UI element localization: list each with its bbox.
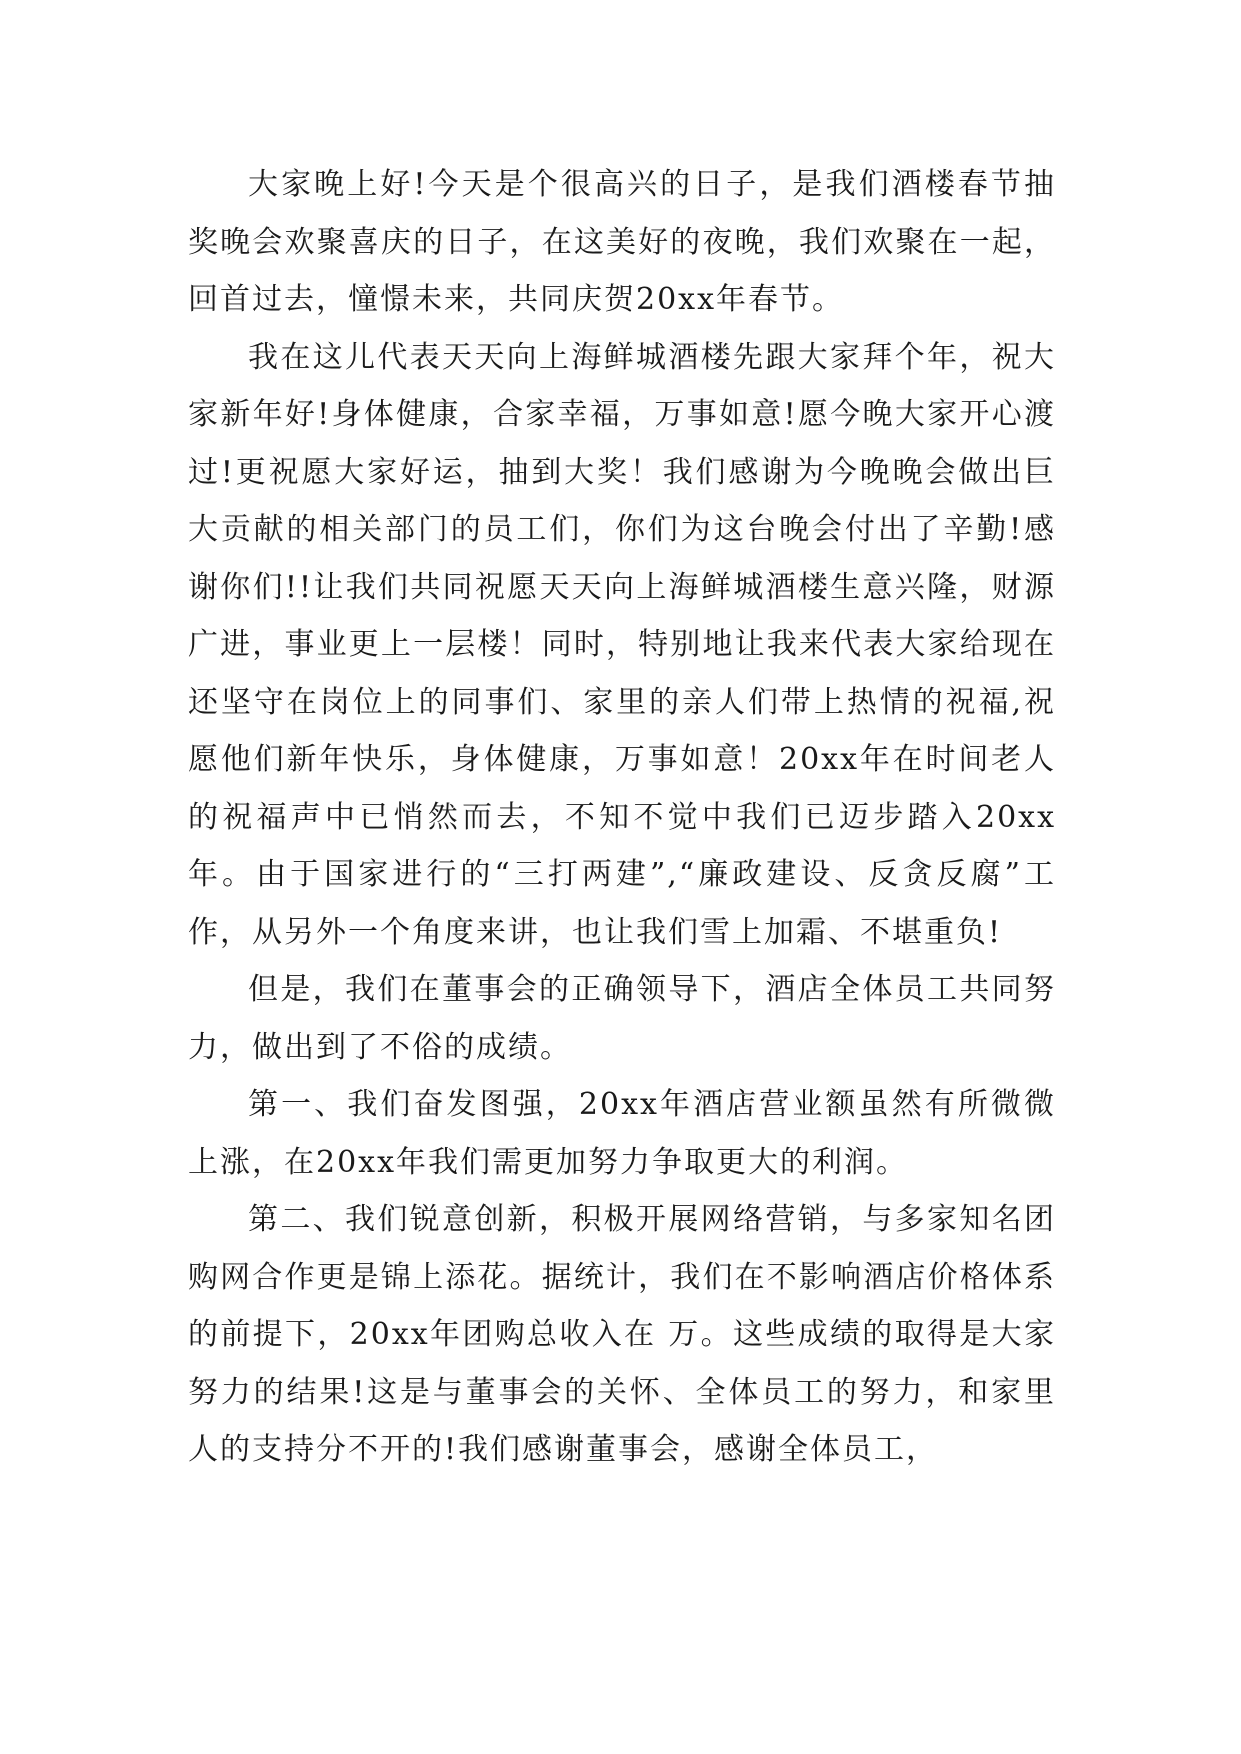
paragraph-greeting: 大家晚上好!今天是个很高兴的日子，是我们酒楼春节抽奖晚会欢聚喜庆的日子，在这美好的夜晚，我们欢聚在一起，回首过去，憧憬未来，共同庆贺20xx年春节。 — [188, 167, 1056, 317]
paragraph-achievements-intro: 但是，我们在董事会的正确领导下，酒店全体员工共同努力，做出到了不俗的成绩。 — [188, 972, 1056, 1065]
paragraph-point-two: 第二、我们锐意创新，积极开展网络营销，与多家知名团购网合作更是锦上添花。据统计，我们在不影响酒店价格体系的前提下，20xx年团购总收入在 万。这些成绩的取得是大家努力的结果!这是与董事会的关怀、全体员工的努力，和家里人的支持分不开的!我们感谢董事会，感谢全体员工， — [188, 1202, 1056, 1467]
document-body — [188, 156, 1056, 1479]
paragraph-point-one: 第一、我们奋发图强，20xx年酒店营业额虽然有所微微上涨，在20xx年我们需更加努力争取更大的利润。 — [188, 1087, 1056, 1180]
paragraph-blessings: 我在这儿代表天天向上海鲜城酒楼先跟大家拜个年，祝大家新年好!身体健康，合家幸福，万事如意!愿今晚大家开心渡过!更祝愿大家好运，抽到大奖！我们感谢为今晚晚会做出巨大贡献的相关部门的员工们，你们为这台晚会付出了辛勤!感谢你们!!让我们共同祝愿天天向上海鲜城酒楼生意兴隆，财源广进，事业更上一层楼！同时，特别地让我来代表大家给现在还坚守在岗位上的同事们、家里的亲人们带上热情的祝福,祝愿他们新年快乐，身体健康，万事如意！20xx年在时间老人的祝福声中已悄然而去，不知不觉中我们已迈步踏入20xx年。由于国家进行的“三打两建”,“廉政建设、反贪反腐”工作，从另外一个角度来讲，也让我们雪上加霜、不堪重负! — [188, 339, 1056, 950]
